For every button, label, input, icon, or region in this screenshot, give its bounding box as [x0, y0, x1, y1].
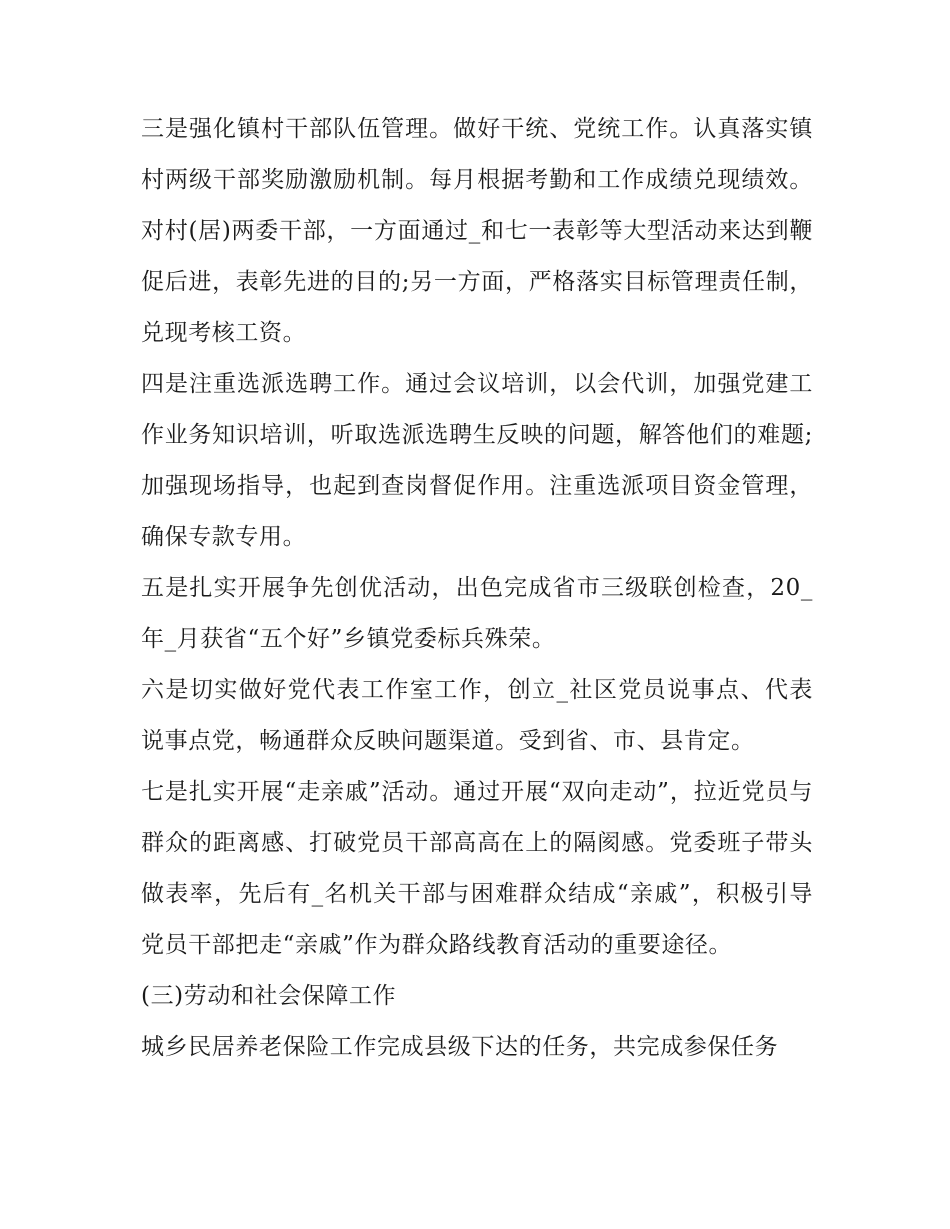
section-heading-labor-social-security: (三)劳动和社会保障工作 — [141, 983, 397, 1009]
paragraph-pension-insurance: 城乡民居养老保险工作完成县级下达的任务，共完成参保任务 — [141, 1034, 779, 1060]
paragraph-6-representative-office: 六是切实做好党代表工作室工作，创立_社区党员说事点、代表说事点党，畅通群众反映问题渠道。受到省、市、县肯定。 — [141, 677, 813, 754]
paragraph-5-excellence-activity: 五是扎实开展争先创优活动，出色完成省市三级联创检查，20_年_月获省“五个好”乡镇党委标兵殊荣。 — [141, 575, 813, 652]
paragraph-3-cadre-management: 三是强化镇村干部队伍管理。做好干统、党统工作。认真落实镇村两级干部奖励激励机制。每月根据考勤和工作成绩兑现绩效。对村(居)两委干部，一方面通过_和七一表彰等大型活动来达到鞭促后进，表彰先进的目的;另一方面，严格落实目标管理责任制，兑现考核工资。 — [141, 116, 813, 346]
paragraph-4-selection-work: 四是注重选派选聘工作。通过会议培训，以会代训，加强党建工作业务知识培训，听取选派选聘生反映的问题，解答他们的难题;加强现场指导，也起到查岗督促作用。注重选派项目资金管理，确保专款专用。 — [141, 371, 813, 550]
paragraph-7-visit-relatives: 七是扎实开展“走亲戚”活动。通过开展“双向走动”，拉近党员与群众的距离感、打破党员干部高高在上的隔阂感。党委班子带头做表率，先后有_名机关干部与困难群众结成“亲戚”，积极引导党员干部把走“亲戚”作为群众路线教育活动的重要途径。 — [141, 779, 813, 958]
document-body — [141, 104, 813, 1073]
